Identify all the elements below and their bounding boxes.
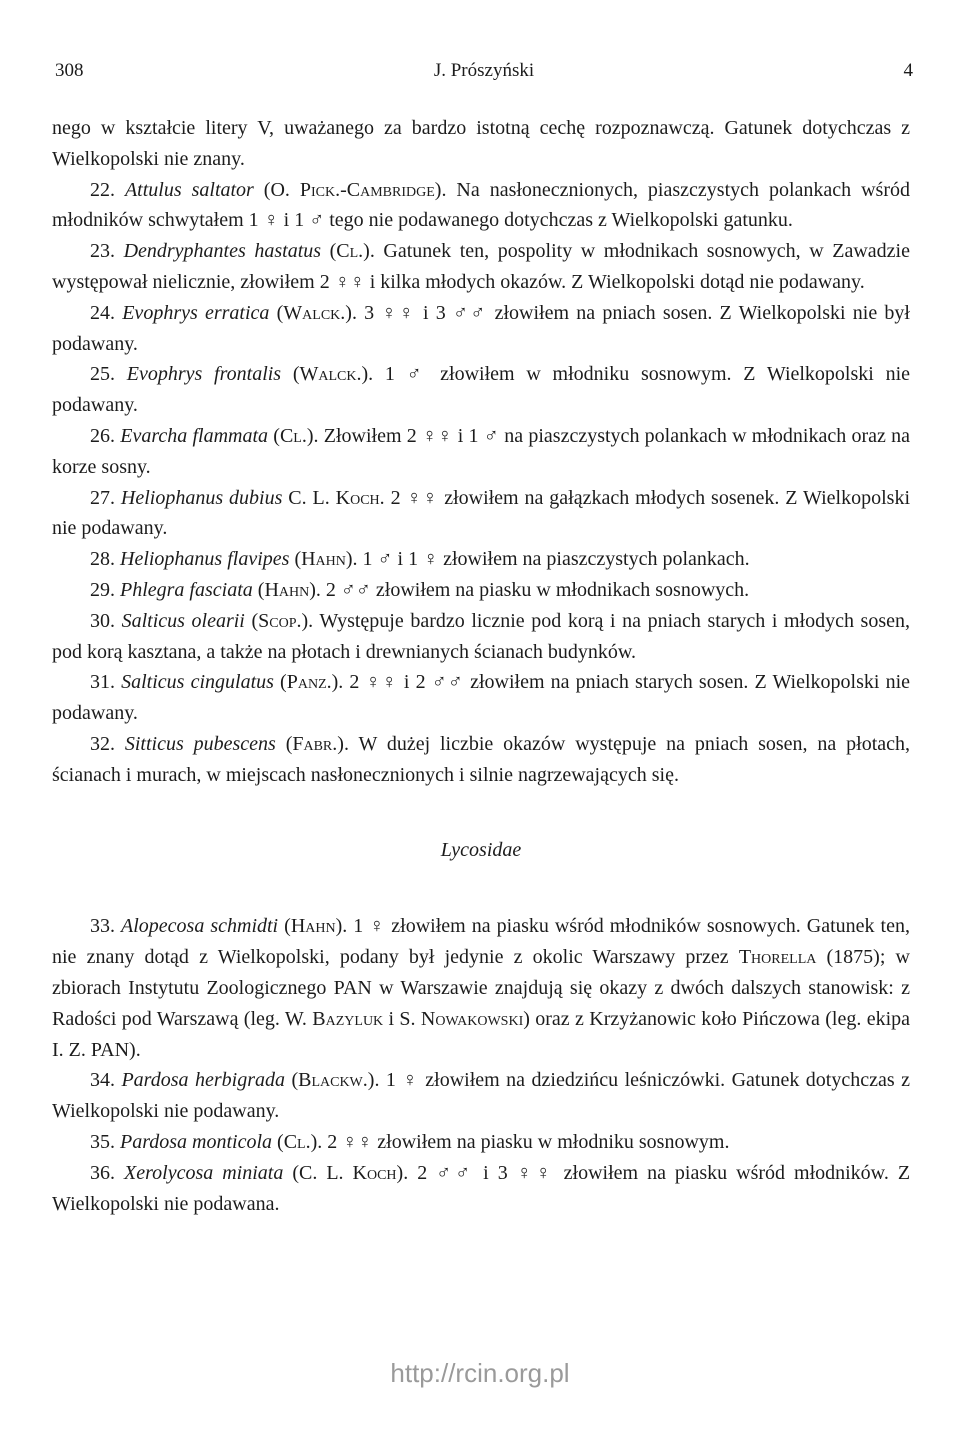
entry-text: ). Gatunek ten, pospolity w młodnikach sosnowych, w Zawadzie występował nielicznie, złowiłem 2 ♀♀ i kilka młodych okazów. Z Wielkopolski dotąd nie podawany. (52, 240, 910, 293)
entry-text: ). 3 ♀♀ i 3 ♂♂ złowiłem na pniach sosen. Z Wielkopolski nie był podawany. (52, 301, 910, 355)
lycosidae-entries (52, 911, 910, 1219)
author-name: Hahn (290, 915, 336, 938)
entry-text: 26. (90, 424, 121, 447)
entry-text: 24. (90, 301, 123, 324)
species-name: Evarcha flammata (120, 424, 269, 447)
entry-text: 33. (90, 915, 122, 938)
species-name: Evophrys erratica (122, 301, 270, 324)
entry-text: ( (278, 915, 291, 938)
author-name: Hahn (301, 548, 346, 571)
entry-text: ). 1 ♂ złowiłem w młodniku sosnowym. Z Wielkopolski nie podawany. (52, 363, 911, 417)
species-name: Pardosa monticola (120, 1130, 273, 1153)
author-name: L. Koch (326, 1161, 397, 1184)
species-name: Salticus cingulatus (121, 671, 274, 694)
author-name: Scop. (258, 609, 302, 632)
author-name: L. Koch (312, 486, 380, 509)
author-name: Nowakowski (420, 1007, 524, 1030)
entry-text: 34. (90, 1069, 122, 1092)
entry-text: C. (282, 486, 313, 509)
author-name: Blackw. (298, 1069, 368, 1092)
species-entry (52, 175, 910, 237)
entry-text: (O. (253, 178, 300, 201)
section-heading: Lycosidae (440, 838, 522, 861)
entry-text: ). 2 ♀♀ i 2 ♂♂ złowiłem na pniach starych sosen. Z Wielkopolski nie podawany. (52, 671, 911, 725)
entry-text: ). 1 ♀ złowiłem na dziedzińcu leśniczówki. Gatunek dotychczas z Wielkopolski nie podawany. (52, 1069, 910, 1123)
species-name: Evophrys frontalis (126, 363, 282, 386)
running-author: J. Prószyński (433, 60, 535, 81)
entry-text: (1875); w zbiorach Instytutu Zoologicznego PAN w Warszawie znajdują się okazy z dwóch dalszych stanowisk: z Radości pod Warszawą (leg. W. (52, 946, 910, 1030)
author-name: Thorella (738, 946, 817, 969)
species-entry (52, 1065, 910, 1127)
entry-text: nego w kształcie litery V, uważanego za bardzo istotną cechę rozpoznawczą. Gatunek dotychczas z Wielkopolski nie znany. (52, 117, 910, 170)
salticidae-entries (52, 113, 910, 791)
entry-text: ). Występuje bardzo licznie pod korą i na pniach starych i młodych sosen, pod korą kasztana, a także na płotach i drewnianych ścianach budynków. (52, 609, 911, 663)
entry-text: ). Na nasłonecznionych, piaszczystych polankach wśród młodników schwytałem 1 ♀ i 1 ♂ tego nie podawanego dotychczas z Wielkopolski gatunku. (52, 178, 910, 232)
entry-text: (C. (283, 1161, 327, 1184)
page-number: 308 (55, 60, 84, 81)
author-name: Hahn (264, 578, 310, 601)
species-name: Attulus saltator (124, 178, 254, 201)
entry-text: 22. (90, 178, 125, 201)
header-right-number: 4 (903, 60, 913, 81)
species-name: Xerolycosa miniata (124, 1161, 284, 1184)
species-entry (52, 1127, 910, 1158)
author-name: Walck. (299, 363, 362, 386)
entry-text: ( (289, 548, 302, 571)
author-name: Fabr. (292, 732, 338, 755)
entry-text: ). Złowiłem 2 ♀♀ i 1 ♂ na piaszczystych polankach w młodnikach oraz na korze sosny. (52, 424, 910, 478)
entry-text: ( (269, 301, 284, 324)
author-name: Panz. (286, 671, 332, 694)
footer-watermark-url: http://rcin.org.pl (390, 1358, 570, 1388)
entry-text: 29. (90, 578, 120, 601)
author-name: Walck. (283, 301, 346, 324)
article-body (52, 113, 910, 1219)
species-entry (52, 729, 910, 791)
species-entry (52, 483, 910, 545)
entry-text: 27. (90, 486, 121, 509)
entry-text: i S. (383, 1007, 421, 1030)
species-entry (52, 667, 910, 729)
entry-text: ). 2 ♂♂ i 3 ♀♀ złowiłem na piasku wśród młodników. Z Wielkopolski nie podawana. (52, 1161, 911, 1215)
species-entry (52, 421, 910, 483)
species-name: Sitticus pubescens (124, 732, 276, 755)
entry-text: ( (268, 424, 280, 447)
entry-text: 35. (90, 1130, 120, 1153)
entry-text: 23. (90, 240, 124, 263)
entry-text: 30. (90, 609, 122, 632)
author-name: Pick.-Cambridge (299, 178, 435, 201)
species-entry (52, 1158, 910, 1220)
entry-text: ( (252, 578, 265, 601)
species-entry (52, 298, 910, 360)
author-name: Cl. (336, 240, 364, 263)
species-name: Alopecosa schmidti (121, 915, 279, 938)
entry-text: ). 1 ♂ i 1 ♀ złowiłem na piaszczystych polankach. (345, 548, 750, 571)
entry-text: ( (272, 1130, 284, 1153)
entry-text: ( (284, 1069, 299, 1092)
entry-text: . 2 ♀♀ złowiłem na gałązkach młodych sosenek. Z Wielkopolski nie podawany. (52, 486, 910, 540)
species-name: Heliophanus dubius (120, 486, 283, 509)
species-entry (52, 575, 910, 606)
species-name: Heliophanus flavipes (120, 548, 290, 571)
species-entry (52, 113, 910, 175)
entry-text: ( (321, 240, 337, 263)
entry-text: ) oraz z Krzyżanowic koło Pińczowa (leg. ekipa I. Z. PAN). (52, 1007, 910, 1061)
species-entry (52, 606, 910, 668)
species-name: Dendryphantes hastatus (123, 240, 322, 263)
running-header (55, 60, 913, 90)
species-name: Salticus olearii (121, 609, 245, 632)
species-entry (52, 236, 910, 298)
author-name: Cl. (283, 1130, 311, 1153)
entry-text: 36. (90, 1161, 124, 1184)
entry-text: 31. (90, 671, 122, 694)
species-entry (52, 544, 910, 575)
entry-text: 28. (90, 548, 120, 571)
species-name: Pardosa herbigrada (121, 1069, 285, 1092)
species-name: Phlegra fasciata (120, 578, 253, 601)
species-entry (52, 359, 910, 421)
entry-text: 25. (90, 363, 127, 386)
entry-text: ( (275, 732, 293, 755)
author-name: Cl. (279, 424, 307, 447)
entry-text: ). 1 ♀ złowiłem na piasku wśród młodników sosnowych. Gatunek ten, nie znany dotąd z Wielkopolski, podany był jedynie z okolic Warszawy przez (52, 915, 910, 969)
entry-text: ). 2 ♀♀ złowiłem na piasku w młodniku sosnowym. (310, 1130, 730, 1153)
entry-text: ). 2 ♂♂ złowiłem na piasku w młodnikach sosnowych. (309, 578, 750, 601)
entry-text: ( (273, 671, 287, 694)
author-name: Bazyluk (312, 1007, 384, 1030)
entry-text: ). W dużej liczbie okazów występuje na pniach sosen, na płotach, ścianach i murach, w miejscach nasłonecznionych i silnie nagrzewających się. (52, 732, 911, 786)
entry-text: 32. (90, 732, 125, 755)
species-entry (52, 911, 910, 1065)
entry-text: ( (281, 363, 300, 386)
entry-text: ( (244, 609, 259, 632)
